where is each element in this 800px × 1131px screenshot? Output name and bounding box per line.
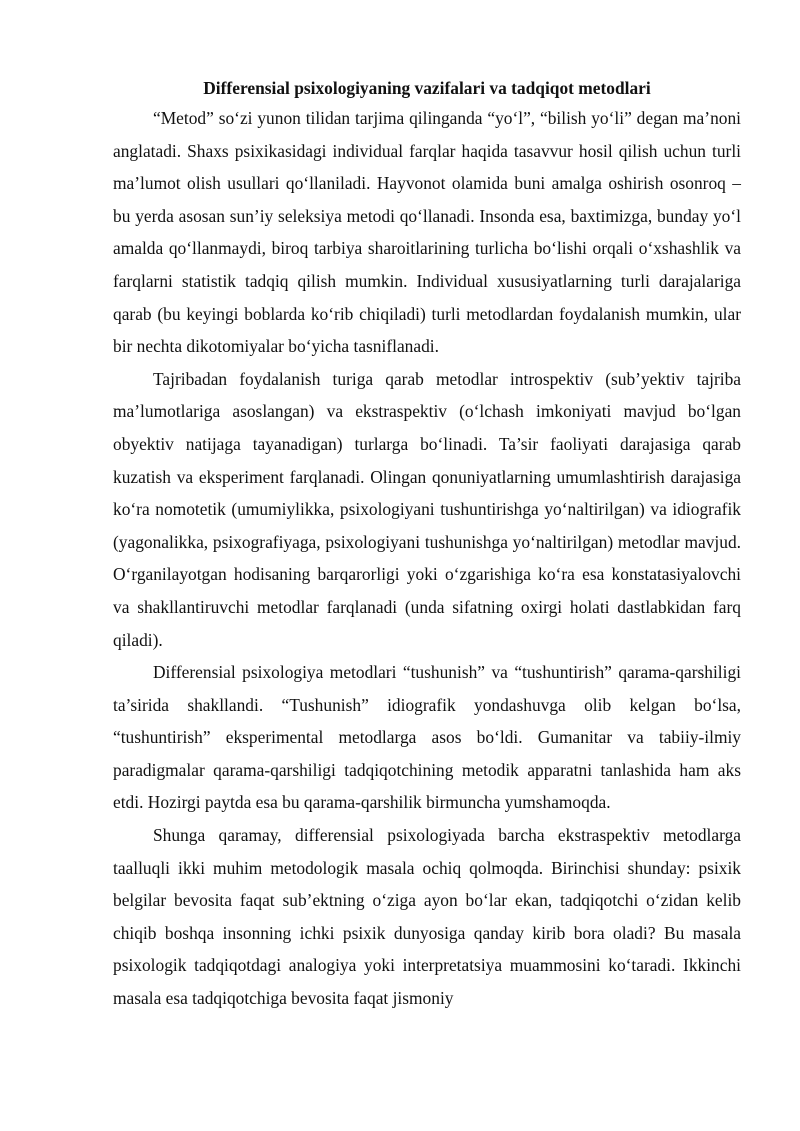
paragraph-2: Tajribadan foydalanish turiga qarab metodlar introspektiv (sub’yektiv tajriba ma’lumotlariga asoslangan) va ekstraspektiv (o‘lchash imkoniyati mavjud bo‘lgan obyektiv natijaga tayanadigan) turlarga bo‘linadi. Ta’sir faoliyati darajasiga qarab kuzatish va eksperiment farqlanadi. Olingan qonuniyatlarning umumlashtirish darajasiga ko‘ra nomotetik (umumiylikka, psixologiyani tushuntirishga yo‘naltirilgan) va idiografik (yagonalikka, psixografiyaga, psixologiyani tushunishga yo‘naltirilgan) metodlar mavjud. O‘rganilayotgan hodisaning barqarorligi yoki o‘zgarishiga ko‘ra esa konstatasiyalovchi va shakllantiruvchi metodlar farqlanadi (unda sifatning oxirgi holati dastlabkidan farq qiladi). (113, 368, 741, 650)
document-title: Differensial psixologiyaning vazifalari va tadqiqot metodlari (203, 78, 651, 98)
paragraph-1: “Metod” so‘zi yunon tilidan tarjima qilinganda “yo‘l”, “bilish yo‘li” degan ma’noni anglatadi. Shaxs psixikasidagi individual farqlar haqida tasavvur hosil qilish uchun turli ma’lumot olish usullari qo‘llaniladi. Hayvonot olamida buni amalga oshirish osonroq – bu yerda asosan sun’iy seleksiya metodi qo‘llanadi. Insonda esa, baxtimizga, bunday yo‘l amalda qo‘llanmaydi, biroq tarbiya sharoitlarining turlicha bo‘lishi orqali o‘xshashlik va farqlarni statistik tadqiq qilish mumkin. Individual xususiyatlarning turli darajalariga qarab (bu keyingi boblarda ko‘rib chiqiladi) turli metodlardan foydalanish mumkin, ular bir nechta dikotomiyalar bo‘yicha tasniflanadi. (113, 108, 741, 357)
document-page (113, 74, 741, 1015)
paragraph-3: Differensial psixologiya metodlari “tushunish” va “tushuntirish” qarama-qarshiligi ta’sirida shakllandi. “Tushunish” idiografik yondashuvga olib kelgan bo‘lsa, “tushuntirish” eksperimental metodlarga asos bo‘ldi. Gumanitar va tabiiy-ilmiy paradigmalar qarama-qarshiligi tadqiqotchining metodik apparatni tanlashida ham aks etdi. Hozirgi paytda esa bu qarama-qarshilik birmuncha yumshamoqda. (113, 662, 741, 813)
paragraph-4: Shunga qaramay, differensial psixologiyada barcha ekstraspektiv metodlarga taalluqli ikki muhim metodologik masala ochiq qolmoqda. Birinchisi shunday: psixik belgilar bevosita faqat sub’ektning o‘ziga ayon bo‘lar ekan, tadqiqotchi o‘zidan kelib chiqib boshqa insonning ichki psixik dunyosiga qanday kirib bora oladi? Bu masala psixologik tadqiqotdagi analogiya yoki interpretatsiya muammosini ko‘taradi. Ikkinchi masala esa tadqiqotchiga bevosita faqat jismoniy (113, 825, 741, 1009)
